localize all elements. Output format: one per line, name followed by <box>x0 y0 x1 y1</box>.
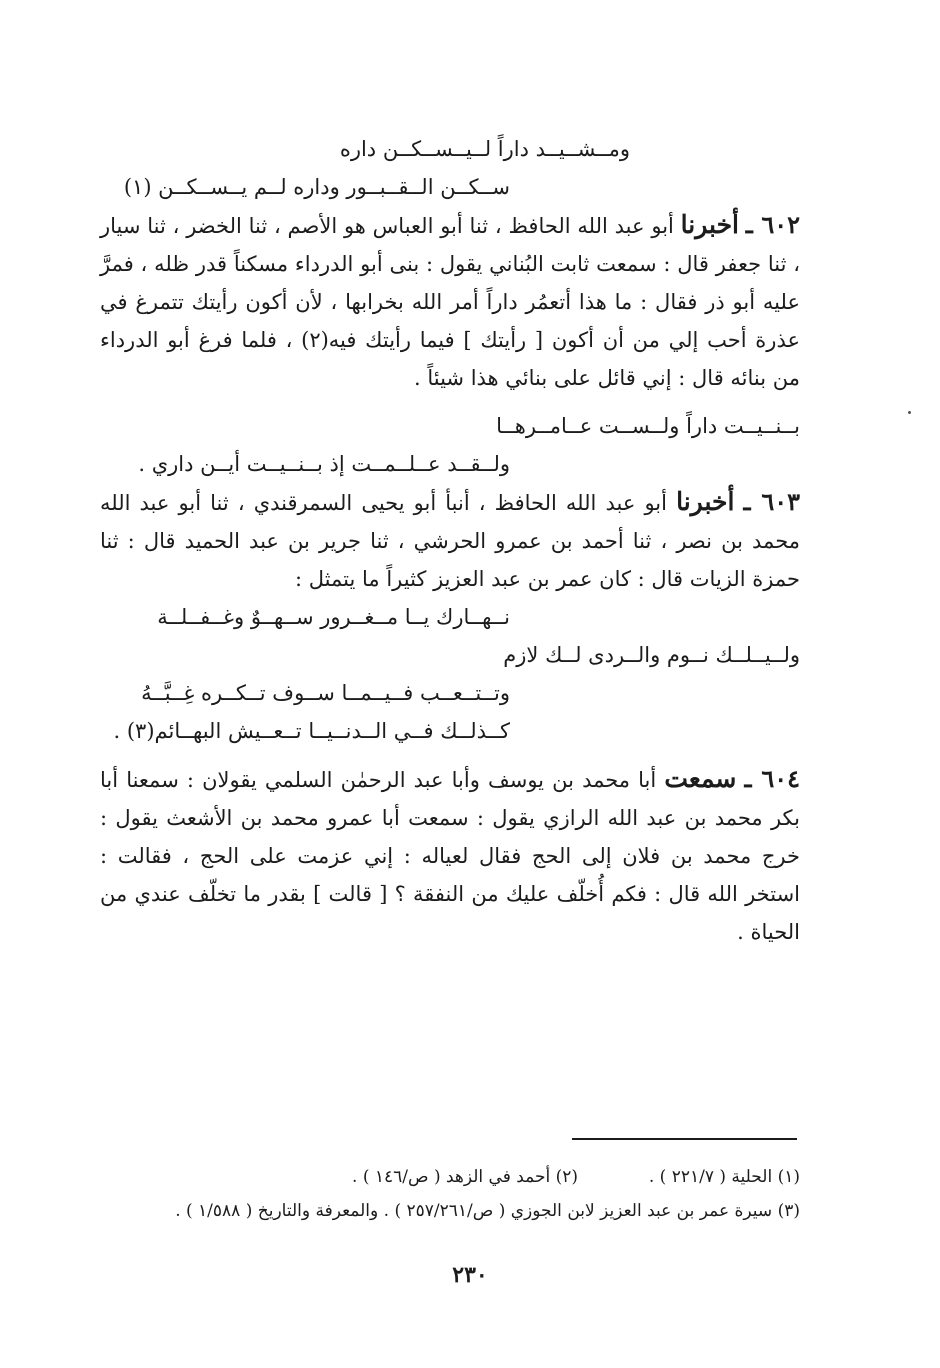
verse-line: بــنــيــت داراً ولــســت عــامــرهــا <box>496 414 800 438</box>
hadith-keyword: سمعت <box>664 764 737 793</box>
verse-line: وتــتــعــب فــيــمــا ســوف تــكــره غِــبَّــهُ <box>141 681 510 705</box>
verse-line: ســكــن الــقــبــور وداره لــم يــســكــن (١) <box>123 175 510 199</box>
hadith-603 <box>100 483 800 598</box>
page-body <box>100 130 800 951</box>
footnote-separator <box>572 1138 797 1140</box>
hadith-number: ٦٠٣ ـ <box>743 487 801 516</box>
hadith-keyword: أخبرنا <box>680 210 739 239</box>
hadith-text: أبو عبد الله الحافظ ، ثنا أبو العباس هو الأصم ، ثنا الخضر ، ثنا سيار ، ثنا جعفر قال : سمعت ثابت البُناني يقول : بنى أبو الدرداء مسكناً قدر ظله ، فمرَّ عليه أبو ذر فقال : ما هذا أتعمُر داراً أمر الله بخرابها ، لأن أكون رأيتك تتمرغ في عذرة أحب إلي من أن أكون [ رأيتك ] فيما رأيتك فيه(٢) ، فلما فرغ أبو الدرداء من بنائه قال : إني قائل على بنائي هذا شيئاً . <box>100 214 800 390</box>
verse-line: نــهــارك يــا مــغــرور ســهــوٌ وغــفــلــة <box>157 605 510 629</box>
hadith-text: أبو عبد الله الحافظ ، أنبأ أبو يحيى السمرقندي ، ثنا أبو عبد الله محمد بن نصر ، ثنا أحمد بن عمرو الحرشي ، ثنا جرير بن عبد الحميد قال : ثنا حمزة الزيات قال : كان عمر بن عبد العزيز كثيراً ما يتمثل : <box>100 491 800 591</box>
hadith-keyword: أخبرنا <box>676 487 735 516</box>
page-number: ٢٣٠ <box>452 1262 488 1288</box>
hadith-text: أبا محمد بن يوسف وأبا عبد الرحمٰن السلمي يقولان : سمعنا أبا بكر محمد بن عبد الله الرازي يقول : سمعت أبا عمرو محمد بن الأشعث يقول : خرج محمد بن فلان إلى الحج فقال لعياله : إني عزمت على الحج ، فقالت : استخر الله قال : فكم أُخلّف عليك من النفقة ؟ [ قالت ] بقدر ما تخلّف عندي من الحياة . <box>100 768 800 944</box>
verse-line: ولــيــلــك نــوم والــردى لــك لازم <box>503 643 800 667</box>
footnote-2: (٢) أحمد في الزهد ( ص/١٤٦ ) . <box>352 1167 579 1187</box>
verse-line: كــذلــك فــي الــدنــيــا تــعــيش البهــائم(٣) . <box>113 719 510 743</box>
footnote-3: (٣) سيرة عمر بن عبد العزيز لابن الجوزي ( ص/٢٥٧/٢٦١ ) . والمعرفة والتاريخ ( ١/٥٨٨ ) . <box>175 1201 800 1221</box>
footnotes <box>100 1160 800 1228</box>
verse-line: ولــقــد عــلــمــت إذ بــنــيــت أيــن داري . <box>138 452 510 476</box>
footnote-row <box>100 1194 800 1228</box>
hadith-604 <box>100 760 800 951</box>
hadith-number: ٦٠٢ ـ <box>745 210 800 239</box>
margin-mark <box>908 411 911 414</box>
footnote-row <box>100 1160 800 1194</box>
footnote-1: (١) الحلية ( ٢٢١/٧ ) . <box>648 1167 800 1187</box>
hadith-number: ٦٠٤ ـ <box>744 764 800 793</box>
verse-line: ومــشــيــد داراً لــيــســكــن داره <box>339 137 630 161</box>
hadith-602 <box>100 206 800 397</box>
